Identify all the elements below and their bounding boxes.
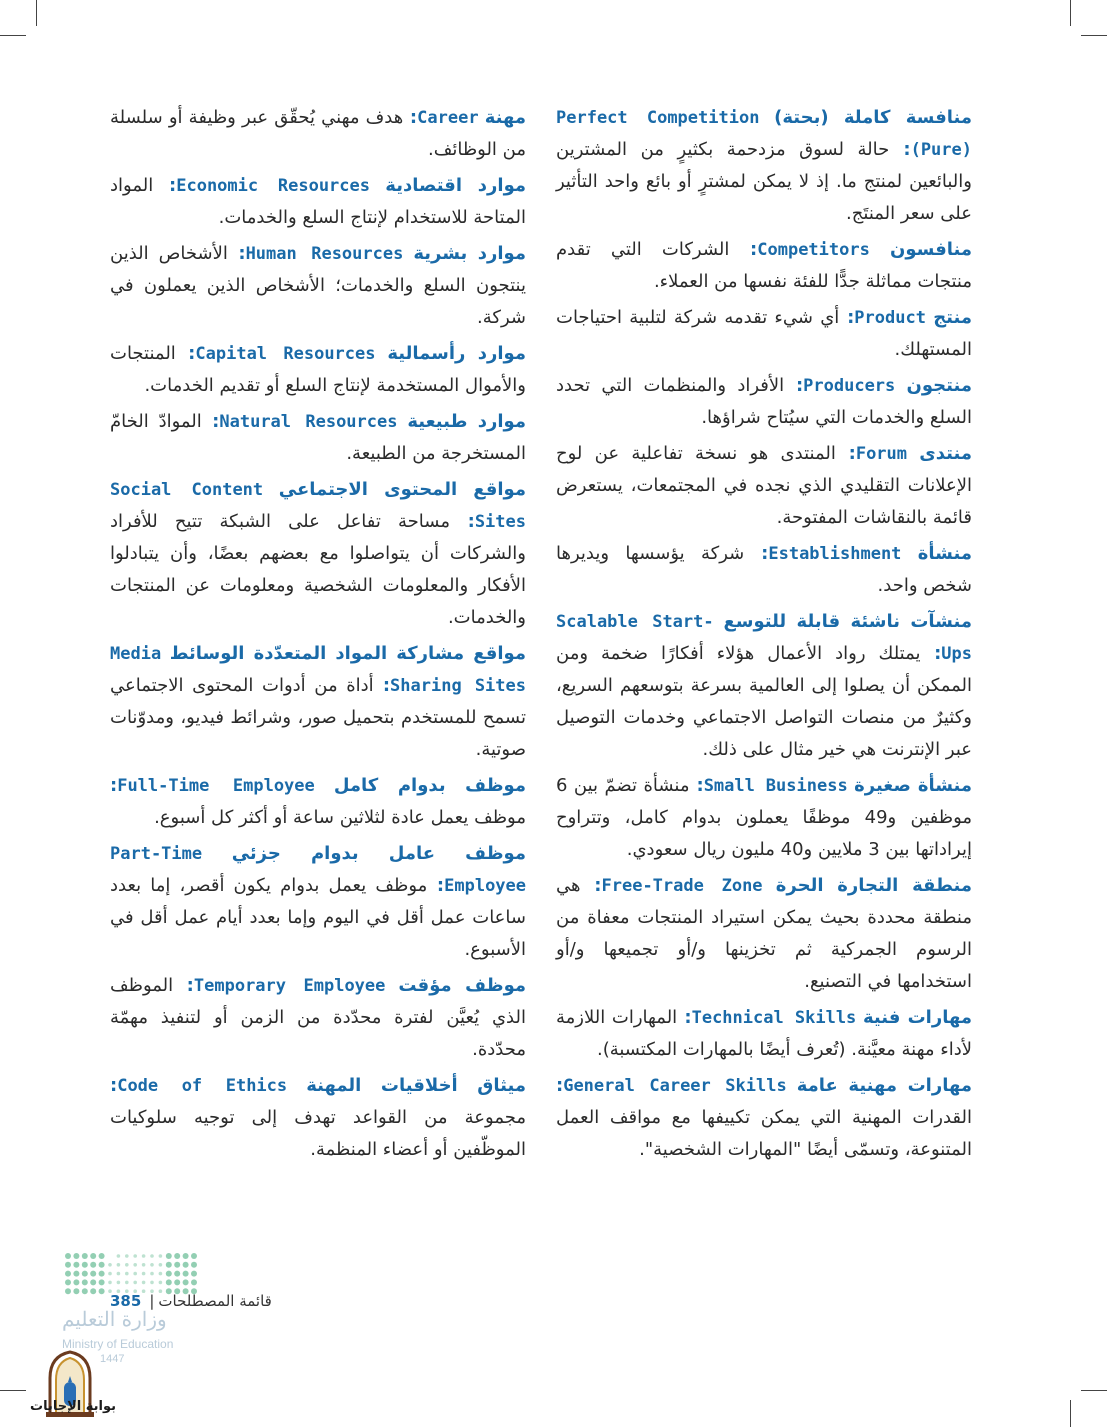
logo-dot [159,1272,163,1276]
term-definition: المواد المتاحة للاستخدام لإنتاج السلع والخدمات. [110,175,526,228]
logo-dot [150,1254,154,1258]
logo-dot [117,1254,121,1258]
term-colon: : [153,175,177,196]
term-english: Social Content Sites [110,480,526,532]
term-english: Forum [855,444,908,464]
glossary-entry [556,102,972,230]
footer-separator: | [149,1292,155,1310]
term-arabic: مهارات مهنية عامة [796,1075,972,1096]
term-english: General Career Skills [563,1076,787,1096]
logo-dot [125,1272,129,1276]
logo-dot [142,1272,146,1276]
logo-dot [150,1281,154,1285]
logo-dot [125,1254,129,1258]
term-english: Establishment [768,544,902,564]
logo-dot [108,1281,112,1285]
term-colon: : [403,107,418,128]
ministry-year: 1447 [100,1353,125,1365]
crop-mark [0,1390,26,1391]
glossary-entry [556,234,972,298]
logo-dot [133,1281,137,1285]
term-colon: : [110,1075,118,1096]
logo-dot [82,1271,88,1277]
term-colon: : [784,375,804,396]
logo-dot [117,1272,121,1276]
glossary-entry [110,238,526,334]
term-arabic: مهنة [484,107,526,128]
term-english: Capital Resources [195,344,376,364]
logo-dot [166,1253,172,1259]
term-english: Producers [803,376,896,396]
logo-dot [174,1253,180,1259]
term-colon: : [175,343,196,364]
logo-dot [133,1254,137,1258]
term-arabic: منتدى [919,443,972,464]
term-english: Economic Resources [176,176,371,196]
logo-dot [142,1263,146,1267]
crop-mark [1081,1390,1107,1391]
logo-dot [159,1254,163,1258]
logo-dot [73,1271,79,1277]
glossary-entry [556,1070,972,1166]
term-arabic: منتج [933,307,972,328]
logo-dot [99,1262,105,1268]
term-colon: : [889,139,911,160]
crop-mark [1070,1400,1071,1427]
term-definition: منشأة تضمّ بين 6 موظفين و49 موظفًا يعملون بدوام كامل، وتتراوح إيراداتها بين 3 ملايين و40 مليون ريال سعودي. [556,775,973,860]
term-english: Scalable Start-Ups [556,612,972,664]
term-english: Full-Time Employee [117,776,315,796]
term-colon: : [744,543,769,564]
term-definition: موظف يعمل بدوام يكون أقصر، إما بعدد ساعات عمل أقل في اليوم وإما بعدد أيام عمل أقل في الأسبوع. [110,875,526,960]
logo-dot [183,1279,189,1285]
term-arabic: ميثاق أخلاقيات المهنة [306,1075,526,1096]
term-definition: أداة من أدوات المحتوى الاجتماعي تسمح للمستخدم بتحميل صور، وشرائط فيديو، ومدوّنات صوتية. [110,675,526,760]
term-arabic: موظف مؤقت [398,975,526,996]
term-english: Part-Time Employee [110,844,527,896]
logo-dot [65,1271,71,1277]
term-definition: مساحة تفاعل على الشبكة تتيح للأفراد والشركات أن يتواصلوا مع بعضهم بعضًا، وأن يتبادلوا الأفكار والمعلومات الشخصية ومعلومات عن المنتجات والخدمات. [110,511,526,628]
logo-dot [73,1279,79,1285]
term-arabic: منتجون [906,375,972,396]
logo-dot [150,1272,154,1276]
glossary-entry [556,302,972,366]
logo-dot [133,1272,137,1276]
logo-dot [125,1263,129,1267]
glossary-entry [556,770,972,866]
logo-dot [166,1279,172,1285]
glossary-entry [110,170,526,234]
term-arabic: موارد اقتصادية [385,175,526,196]
glossary-entry [110,406,526,470]
logo-dot [82,1262,88,1268]
ministry-name-arabic: وزارة التعليم [62,1307,167,1331]
logo-dot [183,1262,189,1268]
page-number: 385 [110,1292,142,1310]
term-arabic: مواقع المحتوى الاجتماعي [278,479,526,500]
term-english: Temporary Employee [193,976,386,996]
logo-dot [65,1279,71,1285]
term-colon: : [835,443,856,464]
logo-dot [166,1271,172,1277]
glossary-column-right [556,102,972,1170]
term-colon: : [427,875,445,896]
term-arabic: منافسون [889,239,972,260]
glossary-entry [556,870,972,998]
term-arabic: مواقع مشاركة المواد المتعدّدة الوسائط [169,643,526,664]
term-definition: الأفراد والمنظمات التي تحدد السلع والخدمات التي سيُتاح شراؤها. [556,375,972,428]
term-colon: : [839,307,855,328]
logo-dot [183,1271,189,1277]
logo-dot [82,1279,88,1285]
term-arabic: موظف بدوام كامل [333,775,526,796]
term-definition: مجموعة من القواعد تهدف إلى توجيه سلوكيات الموظّفين أو أعضاء المنظمة. [110,1107,526,1160]
logo-dot [99,1279,105,1285]
glossary-entry [556,438,972,534]
term-english: Code of Ethics [117,1076,288,1096]
term-arabic: مهارات فنية [862,1007,972,1028]
crop-mark [1081,35,1107,36]
glossary-entry [556,1002,972,1066]
logo-dot [133,1263,137,1267]
term-definition: القدرات المهنية التي يمكن تكييفها مع مواقف العمل المتنوعة، وتسمّى أيضًا "المهارات الشخصية". [556,1107,972,1160]
term-definition: المهارات اللازمة لأداء مهنة معيَّنة. (تُعرف أيضًا بالمهارات المكتسبة). [556,1007,972,1060]
term-english: Career [417,108,479,128]
term-colon: : [729,239,758,260]
term-arabic: موظف عامل بدوام جزئي [231,843,526,864]
logo-dot [73,1262,79,1268]
term-colon: : [920,643,942,664]
term-colon: : [449,511,475,532]
section-title: قائمة المصطلحات [158,1292,272,1310]
logo-dot [90,1253,96,1259]
logo-dot [159,1281,163,1285]
logo-dot [73,1253,79,1259]
logo-dot [108,1272,112,1276]
term-colon: : [580,875,602,896]
crop-mark [36,0,37,26]
term-colon: : [373,675,391,696]
logo-dot [166,1262,172,1268]
term-colon: : [201,411,220,432]
term-colon: : [556,1075,564,1096]
ministry-name-english: Ministry of Education [62,1337,174,1351]
term-definition: الموظف الذي يُعيَّن لفترة محدّدة من الزمن أو لتنفيذ مهمّة محدّدة. [110,975,526,1060]
term-arabic: منشأة صغيرة [854,775,973,796]
term-arabic: منافسة كاملة (بحتة) [774,107,972,128]
glossary-entry [556,606,972,766]
term-arabic: موارد بشرية [413,243,526,264]
term-colon: : [227,243,246,264]
term-definition: هدف مهني يُحقّق عبر وظيفة أو سلسلة من الوظائف. [110,107,526,160]
logo-dot [90,1262,96,1268]
logo-dot [117,1263,121,1267]
term-english: Human Resources [245,244,404,264]
logo-dot [174,1262,180,1268]
logo-dot [73,1288,79,1294]
logo-dot [82,1288,88,1294]
logo-dot [99,1271,105,1277]
crop-mark [0,35,26,36]
term-definition: يمتلك رواد الأعمال هؤلاء أفكارًا ضخمة ومن الممكن أن يصلوا إلى العالمية بسرعة بتوسعهم السريع، وكثيرٌ من منصات التواصل الاجتماعي وخدمات التوصيل عبر الإنترنت هي خير مثال على ذلك. [556,643,972,760]
glossary-entry [110,638,526,766]
logo-dot [150,1263,154,1267]
crop-mark [1070,0,1071,26]
term-arabic: موارد رأسمالية [387,343,526,364]
glossary-entry [110,338,526,402]
logo-dot [65,1288,71,1294]
glossary-entry [110,474,526,634]
logo-dot [142,1254,146,1258]
term-english: Small Business [703,776,848,796]
logo-dot [99,1288,105,1294]
term-definition: المنتدى هو نسخة تفاعلية عن لوح الإعلانات التقليدي الذي نجده في المجتمعات، يستعرض قائمة بالنقاشات المفتوحة. [556,443,972,528]
logo-dot [65,1253,71,1259]
logo-dot [117,1281,121,1285]
logo-dot [90,1288,96,1294]
glossary-entry [110,838,526,966]
logo-dot [183,1253,189,1259]
logo-dot [90,1279,96,1285]
term-arabic: منشآت ناشئة قابلة للتوسع [723,611,972,632]
term-arabic: منشأة [917,543,972,564]
glossary-entry [110,102,526,166]
term-definition: حالة لسوق مزدحمة بكثيرٍ من المشترين والبائعين لمنتج ما. إذ لا يمكن لمشترٍ أو بائع واحد التأثير على سعر المنتَج. [556,139,972,224]
term-english: Technical Skills [691,1008,857,1028]
term-definition: موظف يعمل عادة لثلاثين ساعة أو أكثر كل أسبوع. [154,807,526,828]
term-english: Media Sharing Sites [110,644,526,696]
logo-dot [159,1263,163,1267]
term-definition: شركة يؤسسها ويديرها شخص واحد. [556,543,972,596]
logo-dot [174,1271,180,1277]
term-english: Competitors [757,240,870,260]
term-definition: هي منطقة محددة بحيث يمكن استيراد المنتجات معفاة من الرسوم الجمركية ثم تخزينها و/أو تجميعها و/أو استخدامها في التصنيع. [556,875,972,992]
logo-dot [191,1279,197,1285]
term-english: Free-Trade Zone [601,876,763,896]
logo-dot [191,1253,197,1259]
term-colon: : [677,1007,692,1028]
logo-dot [108,1263,112,1267]
glossary-entry [556,538,972,602]
logo-dot [174,1279,180,1285]
term-definition: الشركات التي تقدم منتجات مماثلة جدًّا للفئة نفسها من العملاء. [556,239,972,292]
term-definition: أي شيء تقدمه شركة لتلبية احتياجات المستهلك. [556,307,972,360]
term-arabic: موارد طبيعية [407,411,526,432]
logo-dot [125,1281,129,1285]
logo-dot [90,1271,96,1277]
logo-dot [82,1253,88,1259]
logo-dot [191,1271,197,1277]
term-english: Natural Resources [219,412,398,432]
logo-dot [99,1253,105,1259]
term-colon: : [110,775,118,796]
glossary-entry [110,970,526,1066]
logo-dot [142,1281,146,1285]
term-definition: الموادّ الخامّ المستخرجة من الطبيعة. [110,411,526,464]
term-colon: : [689,775,704,796]
glossary-column-left [110,102,526,1170]
glossary-entry [556,370,972,434]
term-english: Product [854,308,926,328]
logo-dot [191,1262,197,1268]
term-colon: : [173,975,194,996]
term-english: Perfect Competition (Pure) [556,108,972,160]
answers-portal-label: بوابة الإجابات [30,1399,116,1414]
term-definition: المنتجات والأموال المستخدمة لإنتاج السلع أو تقديم الخدمات. [110,343,526,396]
term-arabic: منطقة التجارة الحرة [775,875,972,896]
term-definition: الأشخاص الذين ينتجون السلع والخدمات؛ الأشخاص الذين يعملون في شركة. [110,243,526,328]
glossary-entry [110,770,526,834]
glossary-entry [110,1070,526,1166]
logo-dot [65,1262,71,1268]
